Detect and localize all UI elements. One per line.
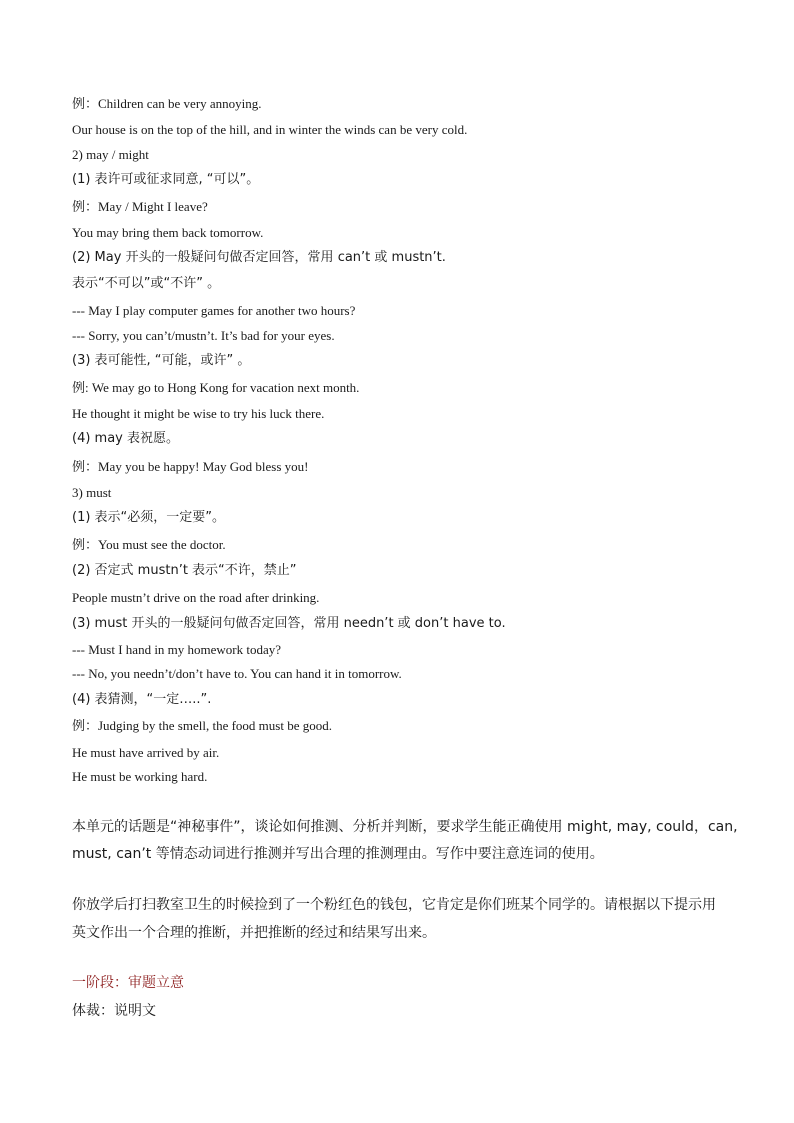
- example-line: Our house is on the top of the hill, and in winter the winds can be very cold.: [72, 122, 468, 137]
- rule-line: (2) 否定式 mustn’t 表示“不许，禁止”: [72, 563, 297, 578]
- rule-line: 表示“不可以”或“不许” 。: [72, 276, 221, 291]
- rule-line: (1) 表许可或征求同意, “可以”。: [72, 172, 260, 187]
- example-line: 例：Judging by the smell, the food must be good.: [72, 718, 332, 733]
- rule-line: (4) may 表祝愿。: [72, 431, 180, 446]
- intro-paragraph-line: must, can’t 等情态动词进行推测并写出合理的推测理由。写作中要注意连词的使用。: [72, 846, 604, 862]
- example-line: 例: We may go to Hong Kong for vacation next month.: [72, 380, 360, 395]
- genre-label: 体裁：说明文: [72, 1003, 156, 1019]
- dialogue-line: --- Must I hand in my homework today?: [72, 642, 282, 657]
- dialogue-line: --- No, you needn’t/don’t have to. You can hand it in tomorrow.: [72, 666, 402, 681]
- example-line: 例：May you be happy! May God bless you!: [72, 459, 309, 474]
- example-line: People mustn’t drive on the road after drinking.: [72, 590, 320, 605]
- rule-line: (1) 表示“必须，一定要”。: [72, 510, 226, 525]
- dialogue-line: --- Sorry, you can’t/mustn’t. It’s bad for your eyes.: [72, 328, 335, 343]
- rule-line: (3) 表可能性, “可能，或许” 。: [72, 353, 251, 368]
- task-paragraph-line: 你放学后打扫教室卫生的时候捡到了一个粉红色的钱包，它肯定是你们班某个同学的。请根据以下提示用: [72, 897, 716, 913]
- stage-heading: 一阶段：审题立意: [72, 975, 184, 991]
- rule-line: (4) 表猜测，“一定…..”.: [72, 692, 212, 707]
- example-line: He must be working hard.: [72, 769, 208, 784]
- rule-line: (2) May 开头的一般疑问句做否定回答，常用 can’t 或 mustn’t.: [72, 250, 446, 265]
- rule-line: (3) must 开头的一般疑问句做否定回答，常用 needn’t 或 don’t have to.: [72, 616, 506, 631]
- example-line: He thought it might be wise to try his luck there.: [72, 406, 325, 421]
- dialogue-line: --- May I play computer games for another two hours?: [72, 303, 356, 318]
- intro-paragraph-line: 本单元的话题是“神秘事件”，谈论如何推测、分析并判断，要求学生能正确使用 might, may, could，can,: [72, 819, 738, 835]
- section-heading: 3) must: [72, 485, 112, 500]
- example-line: 例：You must see the doctor.: [72, 537, 226, 552]
- example-line: 例：May / Might I leave?: [72, 199, 208, 214]
- example-line: 例：Children can be very annoying.: [72, 96, 262, 111]
- section-heading: 2) may / might: [72, 147, 149, 162]
- task-paragraph-line: 英文作出一个合理的推断，并把推断的经过和结果写出来。: [72, 925, 436, 941]
- example-line: He must have arrived by air.: [72, 745, 220, 760]
- example-line: You may bring them back tomorrow.: [72, 225, 264, 240]
